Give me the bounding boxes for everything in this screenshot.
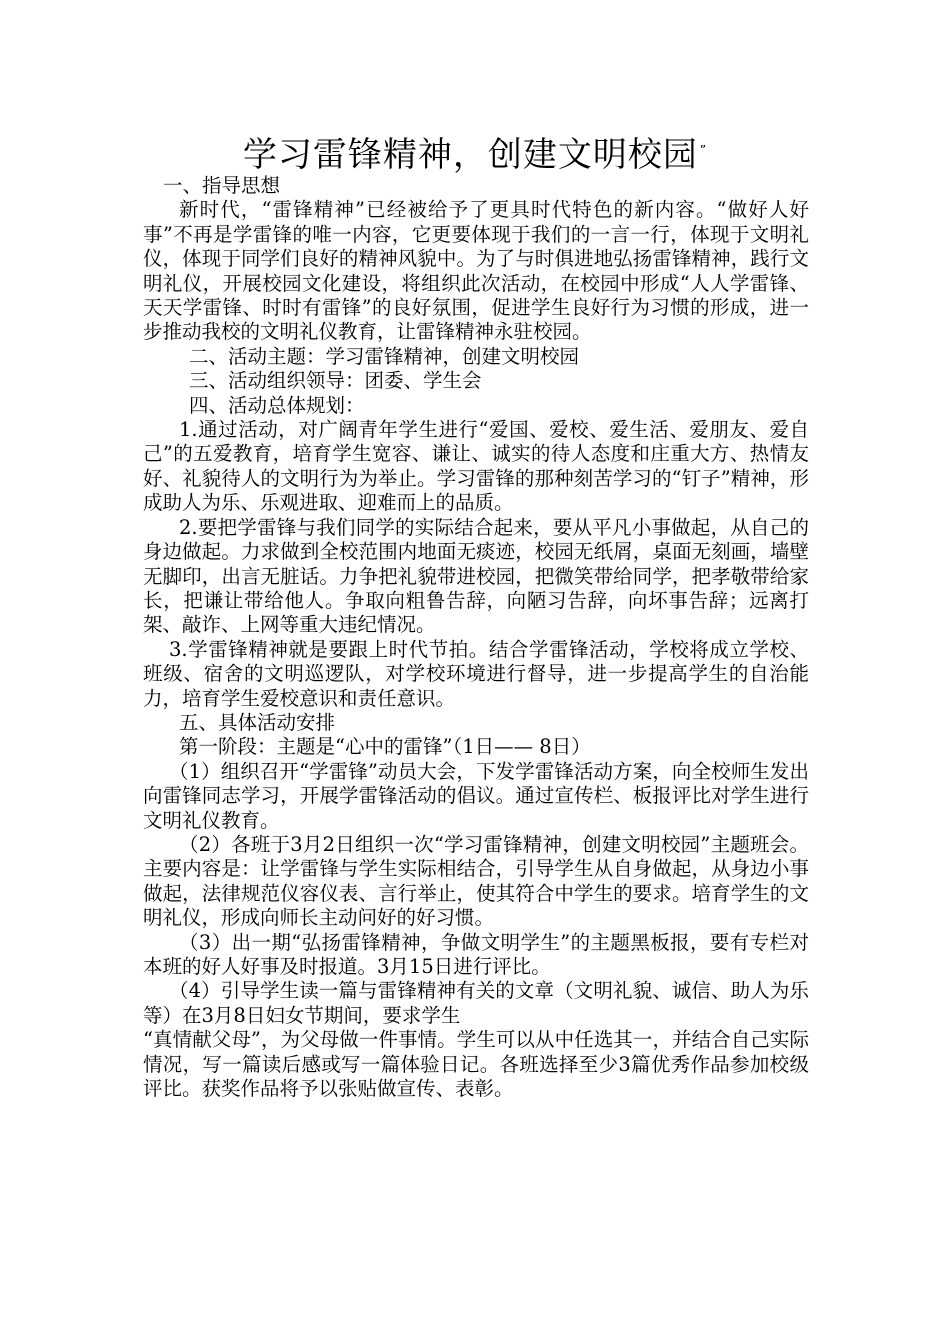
title-trailing-mark: ” xyxy=(699,143,708,157)
paragraph-a2: （2）各班于3月2日组织一次“学习雷锋精神，创建文明校园”主题班会。主要内容是：让学雷锋与学生实际相结合，引导学生从自身做起，从身边小事做起，法律规范仪容仪表、言行举止，使其符合中学生的要求。培育学生的文明礼仪，形成向师长主动问好的好习惯。 xyxy=(143,832,809,930)
paragraph-n1: 1.通过活动，对广阔青年学生进行“爱国、爱校、爱生活、爱朋友、爱自己”的五爱教育，培育学生宽容、谦让、诚实的待人态度和庄重大方、热情友好、礼貌待人的文明行为为举止。学习雷锋的那种刻苦学习的“钉子”精神，形成助人为乐、乐观进取、迎难而上的品质。 xyxy=(143,418,809,515)
paragraph-a3: （3）出一期“弘扬雷锋精神，争做文明学生”的主题黑板报，要有专栏对本班的好人好事及时报道。3月15日进行评比。 xyxy=(143,930,809,978)
paragraph-a4: （4）引导学生读一篇与雷锋精神有关的文章（文明礼貌、诚信、助人为乐等）在3月8日妇女节期间，要求学生 xyxy=(143,979,809,1027)
paragraph-p1: 新时代，“雷锋精神”已经被给予了更具时代特色的新内容。“做好人好事”不再是学雷锋的唯一内容，它更要体现于我们的一言一行，体现于文明礼仪，体现于同学们良好的精神风貌中。为了与时俱进地弘扬雷锋精神，践行文明礼仪，开展校园文化建设，将组织此次活动，在校园中形成“人人学雷锋、天天学雷锋、时时有雷锋”的良好氛围，促进学生良好行为习惯的形成，进一步推动我校的文明礼仪教育，让雷锋精神永驻校园。 xyxy=(143,198,809,344)
paragraph-h2: 二、活动主题：学习雷锋精神，创建文明校园 xyxy=(189,344,580,368)
document-body xyxy=(143,174,809,1101)
paragraph-h3: 三、活动组织领导：团委、学生会 xyxy=(189,369,482,393)
paragraph-a1: （1）组织召开“学雷锋”动员大会，下发学雷锋活动方案，向全校师生发出向雷锋同志学习，开展学雷锋活动的倡议。通过宣传栏、板报评比对学生进行文明礼仪教育。 xyxy=(143,759,809,832)
paragraph-h4: 四、活动总体规划： xyxy=(189,393,365,417)
document-title-text: 学习雷锋精神，创建文明校园 xyxy=(242,135,698,175)
paragraph-h1: 一、指导思想 xyxy=(163,174,281,197)
paragraph-h5: 五、具体活动安排 xyxy=(179,710,336,734)
paragraph-a5: “真情献父母”，为父母做一件事情。学生可以从中任选其一，并结合自己实际情况，写一篇读后感或写一篇体验日记。各班选择至少3篇优秀作品参加校级评比。获奖作品将予以张贴做宣传、表彰。 xyxy=(143,1028,809,1101)
document-title xyxy=(0,128,950,177)
paragraph-n2: 2.要把学雷锋与我们同学的实际结合起来，要从平凡小事做起，从自己的身边做起。力求做到全校范围内地面无痰迹，校园无纸屑，桌面无刻画，墙壁无脚印，出言无脏话。力争把礼貌带进校园，把微笑带给同学，把孝敬带给家长，把谦让带给他人。争取向粗鲁告辞，向陋习告辞，向坏事告辞；远离打架、敲诈、上网等重大违纪情况。 xyxy=(143,515,809,637)
paragraph-n3: 3.学雷锋精神就是要跟上时代节拍。结合学雷锋活动，学校将成立学校、班级、宿舍的文明巡逻队，对学校环境进行督导，进一步提高学生的自治能力，培育学生爱校意识和责任意识。 xyxy=(143,637,809,710)
paragraph-s1: 第一阶段：主题是“心中的雷锋”（1日—— 8日） xyxy=(179,735,591,759)
